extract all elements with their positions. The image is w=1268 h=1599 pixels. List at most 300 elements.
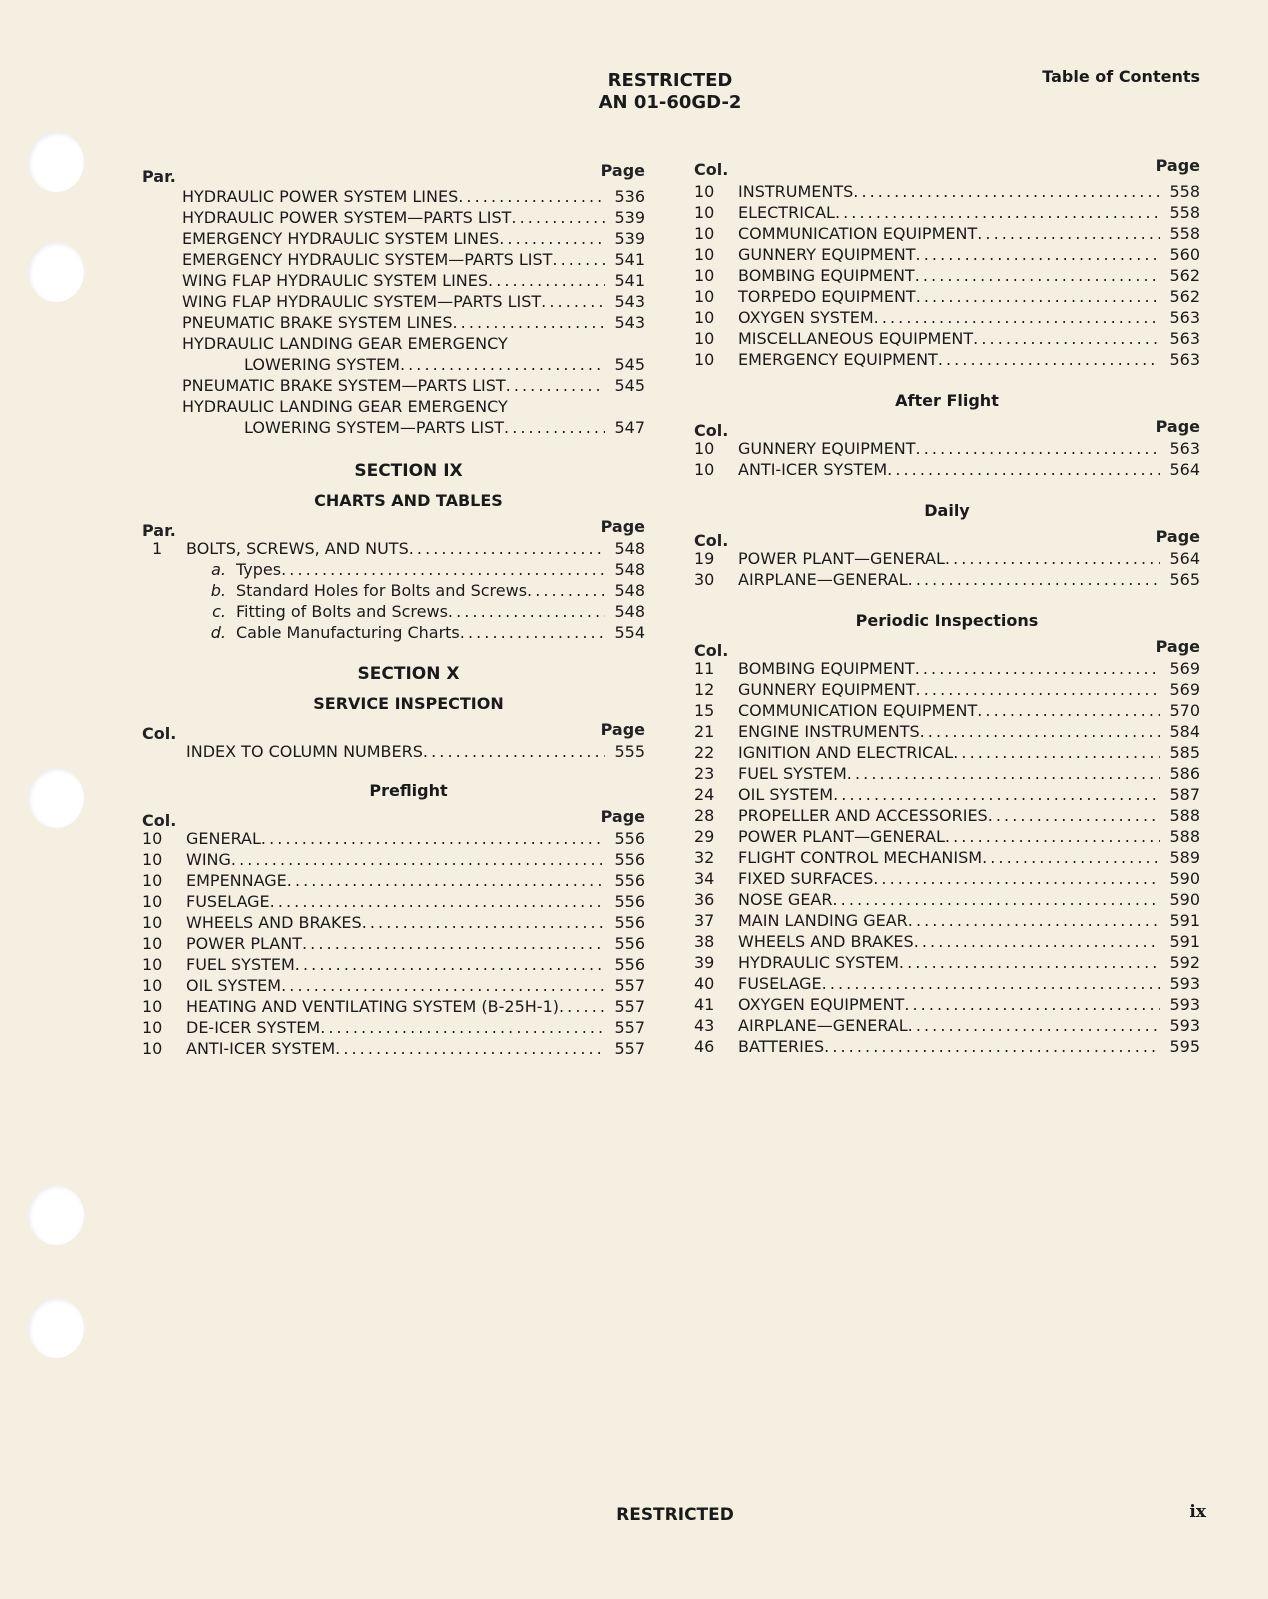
dot-leader [448,601,605,622]
toc-entry[interactable] [142,186,645,207]
binder-hole [28,1185,84,1245]
column-number: 10 [694,308,715,327]
toc-entry[interactable] [142,996,645,1017]
column-number: 38 [694,932,715,951]
entry-page: 556 [614,913,645,932]
toc-entry[interactable] [694,286,1200,307]
dot-leader [506,375,605,396]
entry-title: Types [236,560,282,579]
toc-entry[interactable] [694,700,1200,721]
toc-entry[interactable] [694,784,1200,805]
entry-page: 556 [614,955,645,974]
entry-page: 557 [614,1039,645,1058]
entry-page: 563 [1169,439,1200,458]
entry-page: 556 [614,934,645,953]
par-label: Par. [142,167,176,186]
dot-leader [335,1038,605,1059]
entry-title: DE-ICER SYSTEM [186,1018,321,1037]
entry-page: 569 [1169,680,1200,699]
dot-leader [908,1015,1160,1036]
entry-page: 564 [1169,549,1200,568]
toc-entry[interactable] [142,975,645,996]
dot-leader [899,952,1160,973]
toc-entry[interactable] [142,228,645,249]
entry-page: 563 [1169,350,1200,369]
toc-subentry[interactable] [142,601,645,622]
footer-restricted-marking: RESTRICTED [616,1505,734,1525]
entry-page: 591 [1169,911,1200,930]
entry-title: LOWERING SYSTEM—PARTS LIST [244,418,505,437]
column-header [694,526,1200,548]
entry-page: 539 [614,229,645,248]
entry-title: POWER PLANT—GENERAL [738,549,945,568]
entry-title: EMERGENCY EQUIPMENT [738,350,938,369]
toc-left-column [142,160,645,1059]
column-number: 11 [694,659,715,678]
toc-entry[interactable] [694,889,1200,910]
entry-title: HYDRAULIC SYSTEM [738,953,899,972]
dot-leader [458,186,605,207]
entry-page: 586 [1169,764,1200,783]
document-number: AN 01-60GD-2 [598,92,742,113]
column-number: 21 [694,722,715,741]
subentry-letter: d. [210,623,226,642]
dot-leader [904,994,1160,1015]
toc-entry[interactable] [694,307,1200,328]
subsection-title: Daily [924,501,970,520]
page-label: Page [1155,637,1200,656]
entry-title: GUNNERY EQUIPMENT [738,680,916,699]
column-number: 36 [694,890,715,909]
entry-title: HYDRAULIC POWER SYSTEM—PARTS LIST [182,208,512,227]
toc-entry[interactable] [142,312,645,333]
toc-entry[interactable] [142,1017,645,1038]
toc-entry[interactable] [694,438,1200,459]
toc-entry[interactable] [142,396,645,417]
toc-entry[interactable] [694,910,1200,931]
entry-title: BOLTS, SCREWS, AND NUTS [186,539,409,558]
toc-entry[interactable] [694,202,1200,223]
column-number: 32 [694,848,715,867]
col-label: Col. [694,641,729,660]
toc-entry[interactable] [694,742,1200,763]
toc-entry[interactable] [694,223,1200,244]
toc-entry[interactable] [694,763,1200,784]
toc-entry[interactable] [142,354,645,375]
entry-title: OXYGEN EQUIPMENT [738,995,905,1014]
entry-title: FIXED SURFACES [738,869,874,888]
entry-page: 554 [614,623,645,642]
entry-page: 556 [614,850,645,869]
dot-leader [916,679,1160,700]
toc-entry[interactable] [142,249,645,270]
entry-page: 588 [1169,806,1200,825]
toc-entry-list [142,186,645,438]
toc-entry[interactable] [694,328,1200,349]
document-header [540,70,800,114]
dot-leader [552,249,605,270]
entry-title: PROPELLER AND ACCESSORIES [738,806,988,825]
toc-entry[interactable] [694,658,1200,679]
dot-leader [295,954,605,975]
toc-entry[interactable] [142,538,645,559]
dot-leader [453,312,606,333]
dot-leader [982,847,1160,868]
toc-entry[interactable] [694,952,1200,973]
column-header [142,516,645,538]
toc-entry[interactable] [694,349,1200,370]
dot-leader [423,741,605,762]
dot-leader [938,349,1160,370]
entry-title: MAIN LANDING GEAR [738,911,908,930]
column-number: 37 [694,911,715,930]
binder-hole [28,242,84,302]
entry-title: ANTI-ICER SYSTEM [186,1039,336,1058]
entry-page: 560 [1169,245,1200,264]
entry-page: 569 [1169,659,1200,678]
section-subtitle: CHARTS AND TABLES [314,491,503,510]
column-number: 22 [694,743,715,762]
entry-page: 585 [1169,743,1200,762]
toc-entry[interactable] [694,459,1200,480]
entry-page: 563 [1169,308,1200,327]
column-number: 10 [142,913,163,932]
col-label: Col. [694,531,729,550]
section-subtitle: SERVICE INSPECTION [313,694,504,713]
toc-entry[interactable] [142,291,645,312]
column-number: 10 [142,850,163,869]
entry-page: 591 [1169,932,1200,951]
dot-leader [908,910,1160,931]
toc-entry[interactable] [694,868,1200,889]
dot-leader [409,538,605,559]
entry-page: 548 [614,539,645,558]
subsection-title: Periodic Inspections [855,611,1039,630]
dot-leader [287,870,605,891]
entry-page: 593 [1169,1016,1200,1035]
toc-entry-list [694,548,1200,590]
entry-title: BATTERIES [738,1037,825,1056]
column-number: 15 [694,701,715,720]
entry-title: EMERGENCY HYDRAULIC SYSTEM LINES [182,229,500,248]
dot-leader [988,805,1160,826]
toc-entry[interactable] [142,828,645,849]
entry-page: 589 [1169,848,1200,867]
column-number: 46 [694,1037,715,1056]
toc-subentry[interactable] [142,559,645,580]
toc-entry[interactable] [694,569,1200,590]
dot-leader [915,658,1160,679]
toc-entry-list [694,438,1200,480]
entry-title: GENERAL [186,829,261,848]
toc-entry[interactable] [142,333,645,354]
column-number: 10 [142,892,163,911]
entry-title: MISCELLANEOUS EQUIPMENT [738,329,974,348]
entry-page: 543 [614,313,645,332]
toc-entry[interactable] [694,1036,1200,1057]
toc-entry[interactable] [694,721,1200,742]
toc-entry[interactable] [694,805,1200,826]
subentry-letter: a. [211,560,226,579]
entry-page: 545 [614,376,645,395]
toc-entry[interactable] [694,826,1200,847]
entry-title: WING [186,850,231,869]
entry-title: HYDRAULIC POWER SYSTEM LINES [182,187,459,206]
entry-page: 590 [1169,869,1200,888]
entry-title: ENGINE INSTRUMENTS [738,722,920,741]
entry-page: 558 [1169,203,1200,222]
entry-page: 545 [614,355,645,374]
entry-title: OIL SYSTEM [738,785,834,804]
entry-title: ELECTRICAL [738,203,835,222]
column-header [142,160,645,186]
entry-title: BOMBING EQUIPMENT [738,266,915,285]
binder-hole [28,768,84,828]
column-number: 10 [142,1018,163,1037]
toc-entry[interactable] [142,891,645,912]
entry-title: AIRPLANE—GENERAL [738,1016,908,1035]
toc-entry[interactable] [694,548,1200,569]
toc-entry[interactable] [694,181,1200,202]
toc-entry[interactable] [142,1038,645,1059]
entry-title: FLIGHT CONTROL MECHANISM [738,848,983,867]
dot-leader [847,763,1160,784]
column-number: 10 [694,224,715,243]
entry-page: 556 [614,892,645,911]
dot-leader [261,828,605,849]
column-number: 10 [142,871,163,890]
binder-hole [28,132,84,192]
toc-entry[interactable] [142,933,645,954]
restricted-marking: RESTRICTED [607,70,733,91]
col-label: Col. [142,811,177,830]
toc-entry[interactable] [694,1015,1200,1036]
toc-subentry[interactable] [142,622,645,643]
entry-title: Standard Holes for Bolts and Screws [236,581,528,600]
column-header [142,806,645,828]
binder-hole [28,1298,84,1358]
dot-leader [908,569,1160,590]
entry-page: 541 [614,271,645,290]
entry-title: FUSELAGE [738,974,822,993]
dot-leader [320,1017,605,1038]
toc-entry-list [694,181,1200,370]
entry-title: OXYGEN SYSTEM [738,308,874,327]
entry-title: GUNNERY EQUIPMENT [738,245,916,264]
entry-title: INSTRUMENTS [738,182,854,201]
entry-page: 555 [614,742,645,761]
subsection-title: After Flight [895,391,999,410]
entry-title: WHEELS AND BRAKES [738,932,914,951]
entry-page: 548 [614,581,645,600]
column-header [142,719,645,741]
dot-leader [541,291,605,312]
entry-page: 557 [614,997,645,1016]
column-number: 10 [142,955,163,974]
entry-title: HEATING AND VENTILATING SYSTEM (B-25H-1) [186,997,559,1016]
paragraph-number: 1 [152,539,163,558]
entry-page: 592 [1169,953,1200,972]
dot-leader [833,784,1160,805]
entry-page: 588 [1169,827,1200,846]
toc-entry[interactable] [142,954,645,975]
column-number: 30 [694,570,715,589]
dot-leader [504,417,605,438]
entry-title: FUEL SYSTEM [738,764,847,783]
entry-title: COMMUNICATION EQUIPMENT [738,701,978,720]
page-label: Page [600,517,645,536]
toc-entry[interactable] [694,973,1200,994]
toc-entry[interactable] [142,870,645,891]
entry-title: EMERGENCY HYDRAULIC SYSTEM—PARTS LIST [182,250,553,269]
toc-entry[interactable] [142,912,645,933]
column-number: 10 [694,203,715,222]
subentry-letter: c. [212,602,226,621]
dot-leader [953,742,1160,763]
toc-entry[interactable] [694,931,1200,952]
entry-title: NOSE GEAR [738,890,833,909]
column-number: 40 [694,974,715,993]
toc-entry-list [694,658,1200,1057]
dot-leader [460,622,605,643]
page-label: Page [600,807,645,826]
entry-title: COMMUNICATION EQUIPMENT [738,224,978,243]
entry-title: POWER PLANT—GENERAL [738,827,945,846]
entry-title: IGNITION AND ELECTRICAL [738,743,954,762]
dot-leader [920,721,1160,742]
entry-page: 536 [614,187,645,206]
entry-page: 570 [1169,701,1200,720]
toc-entry[interactable] [142,207,645,228]
entry-page: 557 [614,976,645,995]
page-label: Page [1155,527,1200,546]
toc-entry[interactable] [694,994,1200,1015]
toc-entry[interactable] [694,265,1200,286]
dot-leader [916,244,1160,265]
page-label: Page [600,720,645,739]
entry-title: ANTI-ICER SYSTEM [738,460,888,479]
column-number: 23 [694,764,715,783]
column-number: 10 [142,1039,163,1058]
entry-title: WING FLAP HYDRAULIC SYSTEM—PARTS LIST [182,292,542,311]
dot-leader [231,849,605,870]
column-number: 43 [694,1016,715,1035]
dot-leader [835,202,1160,223]
entry-title: POWER PLANT [186,934,302,953]
entry-page: 593 [1169,995,1200,1014]
page-label: Page [1155,156,1200,175]
dot-leader [873,868,1160,889]
column-number: 10 [694,287,715,306]
toc-entry-list [142,828,645,1059]
entry-title: PNEUMATIC BRAKE SYSTEM—PARTS LIST [182,376,506,395]
dot-leader [559,996,605,1017]
par-label: Par. [142,521,176,540]
dot-leader [281,559,605,580]
entry-title: WING FLAP HYDRAULIC SYSTEM LINES [182,271,489,290]
entry-title: BOMBING EQUIPMENT [738,659,915,678]
dot-leader [977,700,1160,721]
dot-leader [824,1036,1160,1057]
column-number: 10 [142,976,163,995]
entry-page: 558 [1169,182,1200,201]
dot-leader [915,265,1160,286]
entry-page: 556 [614,871,645,890]
column-header [694,416,1200,438]
toc-entry[interactable] [694,679,1200,700]
column-number: 10 [142,934,163,953]
entry-title: HYDRAULIC LANDING GEAR EMERGENCY [182,397,508,416]
dot-leader [916,286,1160,307]
subsection-title: Preflight [369,781,448,800]
dot-leader [488,270,605,291]
entry-page: 564 [1169,460,1200,479]
column-number: 10 [694,266,715,285]
dot-leader [914,931,1160,952]
entry-page: 543 [614,292,645,311]
dot-leader [281,975,605,996]
entry-page: 539 [614,208,645,227]
dot-leader [832,889,1160,910]
dot-leader [853,181,1160,202]
dot-leader [527,580,605,601]
entry-page: 548 [614,602,645,621]
entry-page: 562 [1169,266,1200,285]
entry-title: AIRPLANE—GENERAL [738,570,908,589]
dot-leader [973,328,1160,349]
toc-entry[interactable] [142,270,645,291]
dot-leader [874,307,1160,328]
entry-title: EMPENNAGE [186,871,287,890]
toc-entry[interactable] [694,847,1200,868]
entry-title: Fitting of Bolts and Screws [236,602,448,621]
entry-page: 557 [614,1018,645,1037]
toc-entry[interactable] [142,849,645,870]
dot-leader [822,973,1160,994]
column-number: 10 [694,329,715,348]
column-number: 28 [694,806,715,825]
dot-leader [945,826,1160,847]
entry-title: OIL SYSTEM [186,976,282,995]
entry-page: 590 [1169,890,1200,909]
toc-entry[interactable] [142,375,645,396]
toc-subentry-list [142,559,645,643]
page-label: Page [600,161,645,180]
dot-leader [887,459,1160,480]
entry-page: 562 [1169,287,1200,306]
page-number: ix [1189,1502,1206,1522]
entry-page: 556 [614,829,645,848]
entry-title: TORPEDO EQUIPMENT [738,287,916,306]
dot-leader [511,207,605,228]
column-header [694,636,1200,658]
column-number: 41 [694,995,715,1014]
toc-entry[interactable] [694,244,1200,265]
section-label: Table of Contents [1042,67,1200,86]
toc-entry[interactable] [142,417,645,438]
toc-entry[interactable] [142,741,645,762]
column-number: 12 [694,680,715,699]
toc-subentry[interactable] [142,580,645,601]
dot-leader [302,933,605,954]
column-number: 10 [694,439,715,458]
column-number: 39 [694,953,715,972]
column-number: 29 [694,827,715,846]
entry-page: 563 [1169,329,1200,348]
column-number: 10 [694,182,715,201]
entry-title: PNEUMATIC BRAKE SYSTEM LINES [182,313,453,332]
col-label: Col. [142,724,177,743]
